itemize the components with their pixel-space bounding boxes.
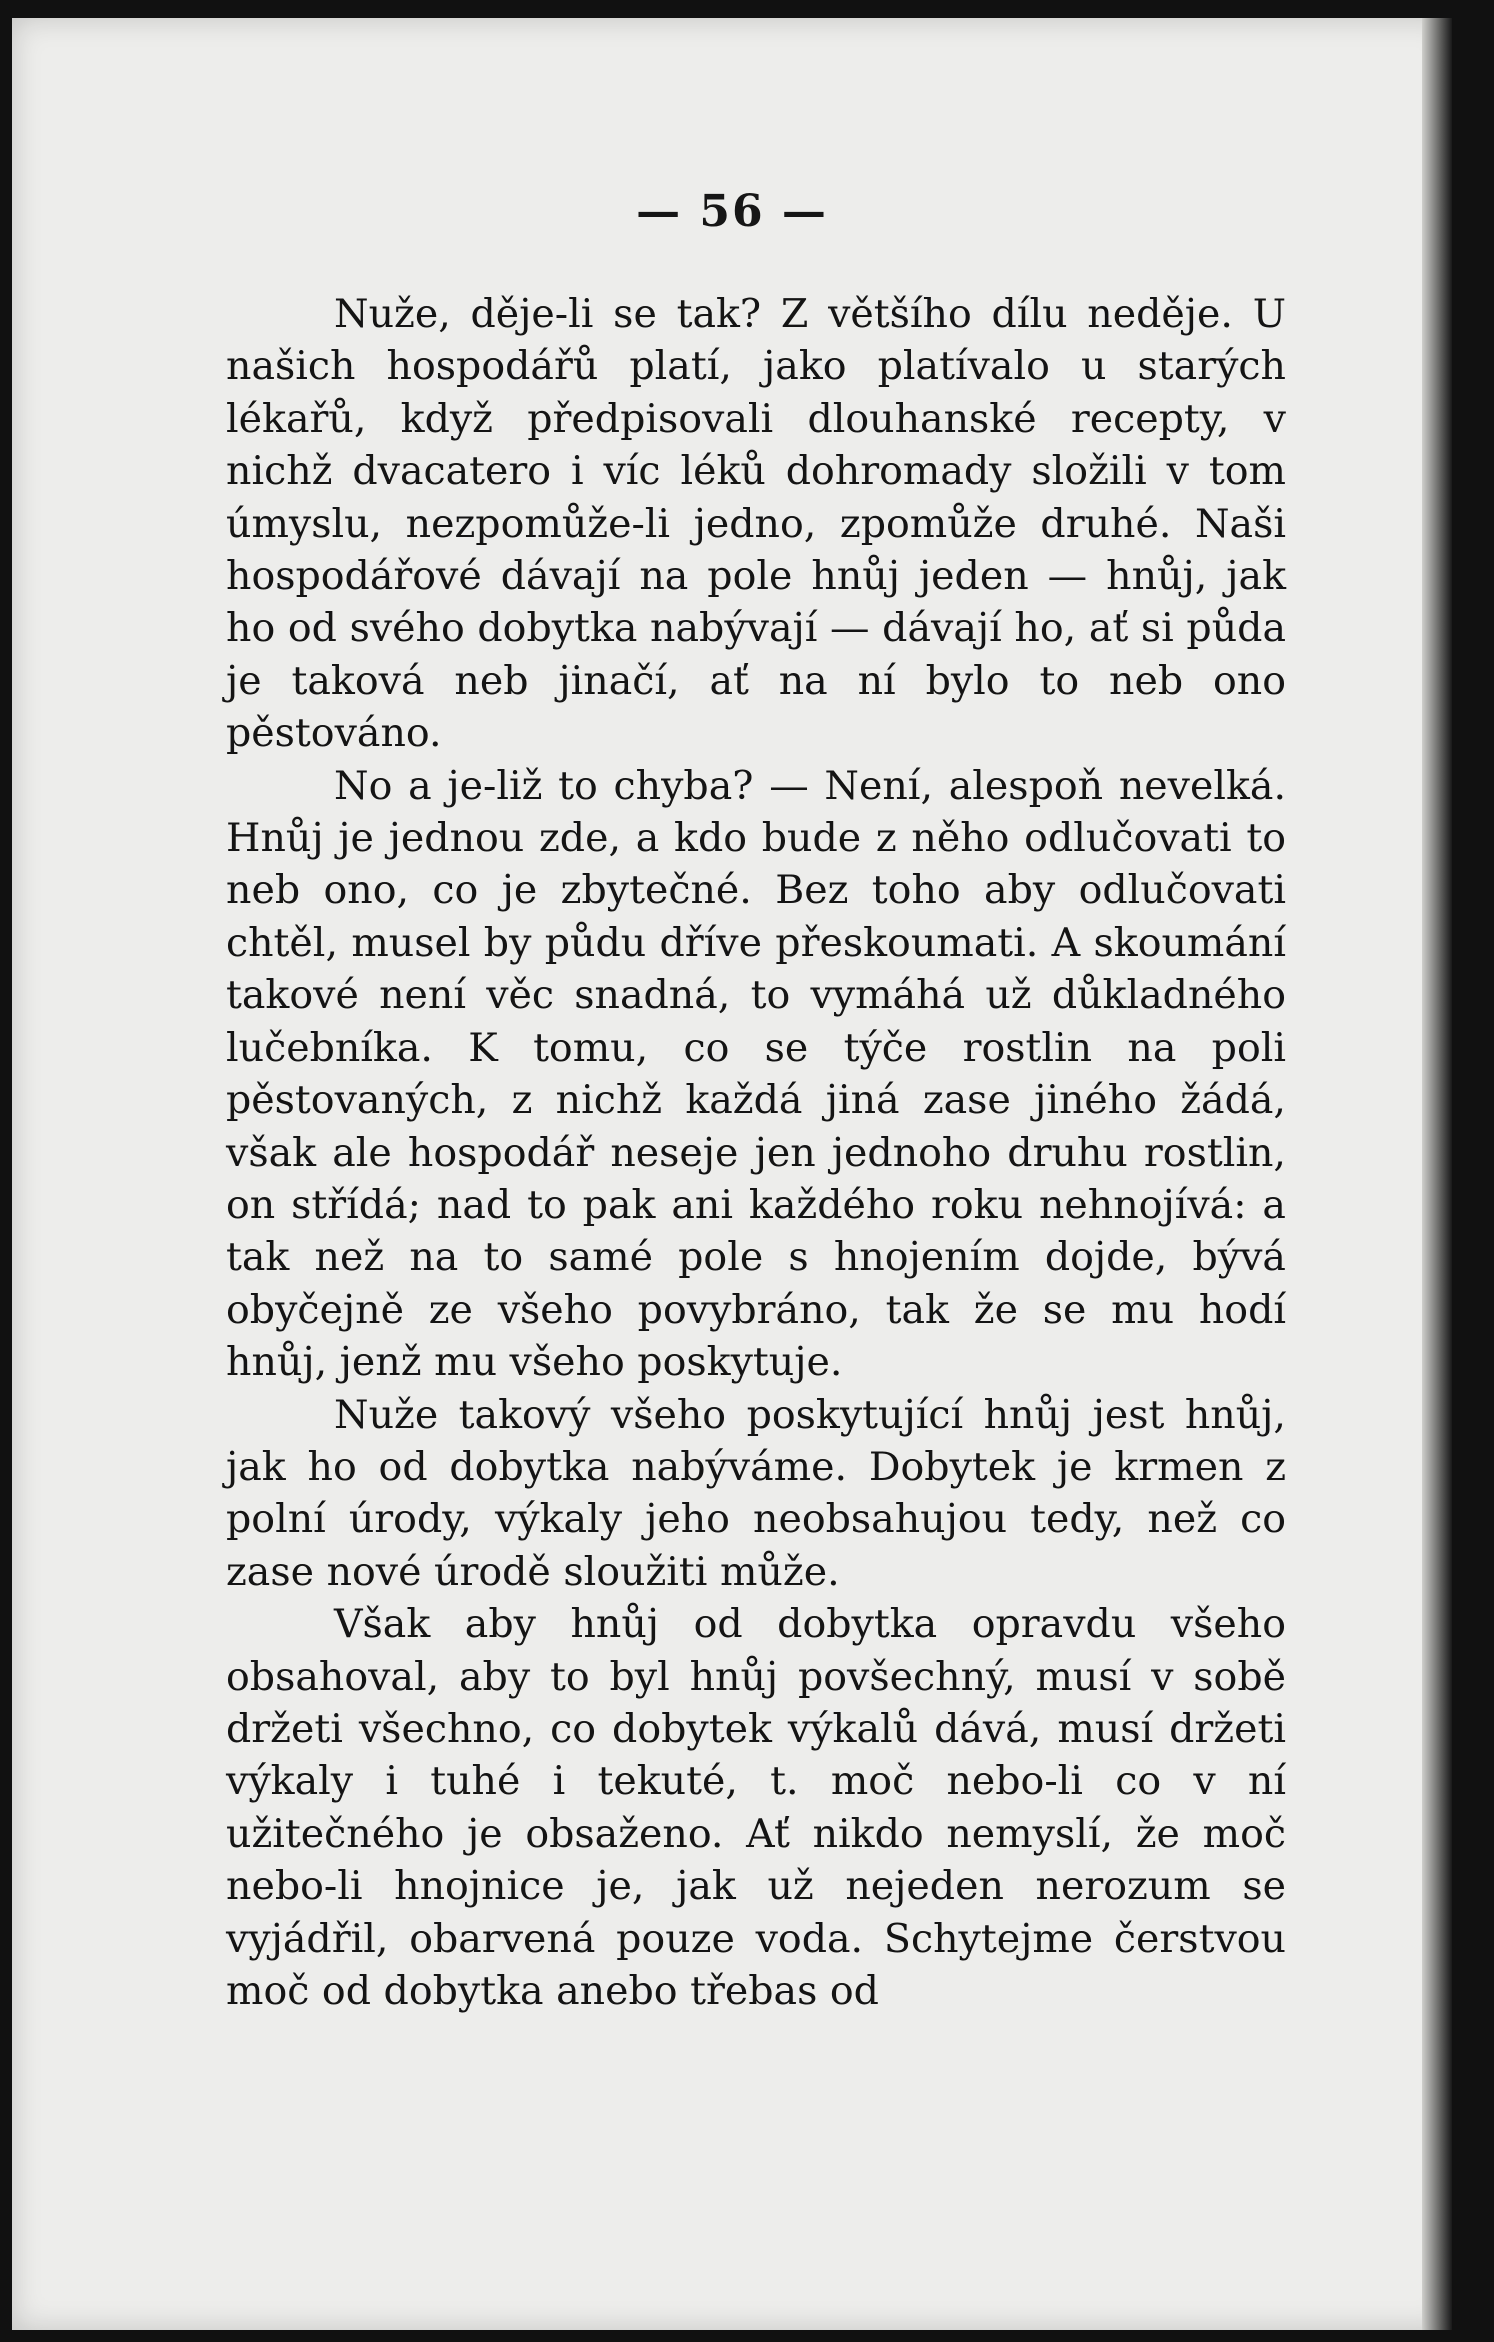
body-text xyxy=(226,288,1286,2017)
page-spine-shadow xyxy=(1422,18,1452,2330)
paragraph-4: Však aby hnůj od dobytka opravdu všeho obsahoval, aby to byl hnůj povšechný, musí v sobě držeti všechno, co dobytek výkalů dává, musí držeti výkaly i tuhé i tekuté, t. moč nebo-li co v ní užitečného je obsaženo. Ať nikdo nemyslí, že moč nebo-li hnojnice je, jak už nejeden nerozum se vyjádřil, obarvená pouze voda. Schytejme čerstvou moč od dobytka anebo třebas od xyxy=(226,1601,1286,2014)
book-page xyxy=(12,18,1452,2330)
paragraph-3: Nuže takový všeho poskytující hnůj jest hnůj, jak ho od dobytka nabýváme. Dobytek je krmen z polní úrody, výkaly jeho neobsahujou tedy, než co zase nové úrodě sloužiti může. xyxy=(226,1391,1286,1595)
page-number-header: — 56 — xyxy=(636,186,828,237)
paragraph-1: Nuže, děje-li se tak? Z většího dílu neděje. U našich hospodářů platí, jako platívalo u starých lékařů, když předpisovali dlouhanské recepty, v nichž dvacatero i víc léků dohromady složili v tom úmyslu, nezpomůže-li jedno, zpomůže druhé. Naši hospodářové dávají na pole hnůj jeden — hnůj, jak ho od svého dobytka nabývají — dávají ho, ať si půda je taková neb jinačí, ať na ní bylo to neb ono pěstováno. xyxy=(226,291,1286,757)
paragraph-2: No a je-liž to chyba? — Není, alespoň nevelká. Hnůj je jednou zde, a kdo bude z něho odlučovati to neb ono, co je zbytečné. Bez toho aby odlučovati chtěl, musel by půdu dříve přeskoumati. A skoumání takové není věc snadná, to vymáhá už důkladného lučebníka. K tomu, co se týče rostlin na poli pěstovaných, z nichž každá jiná zase jiného žádá, však ale hospodář neseje jen jednoho druhu rostlin, on střídá; nad to pak ani každého roku nehnojívá: a tak než na to samé pole s hnojením dojde, bývá obyčejně ze všeho povybráno, tak že se mu hodí hnůj, jenž mu všeho poskytuje. xyxy=(226,762,1286,1386)
